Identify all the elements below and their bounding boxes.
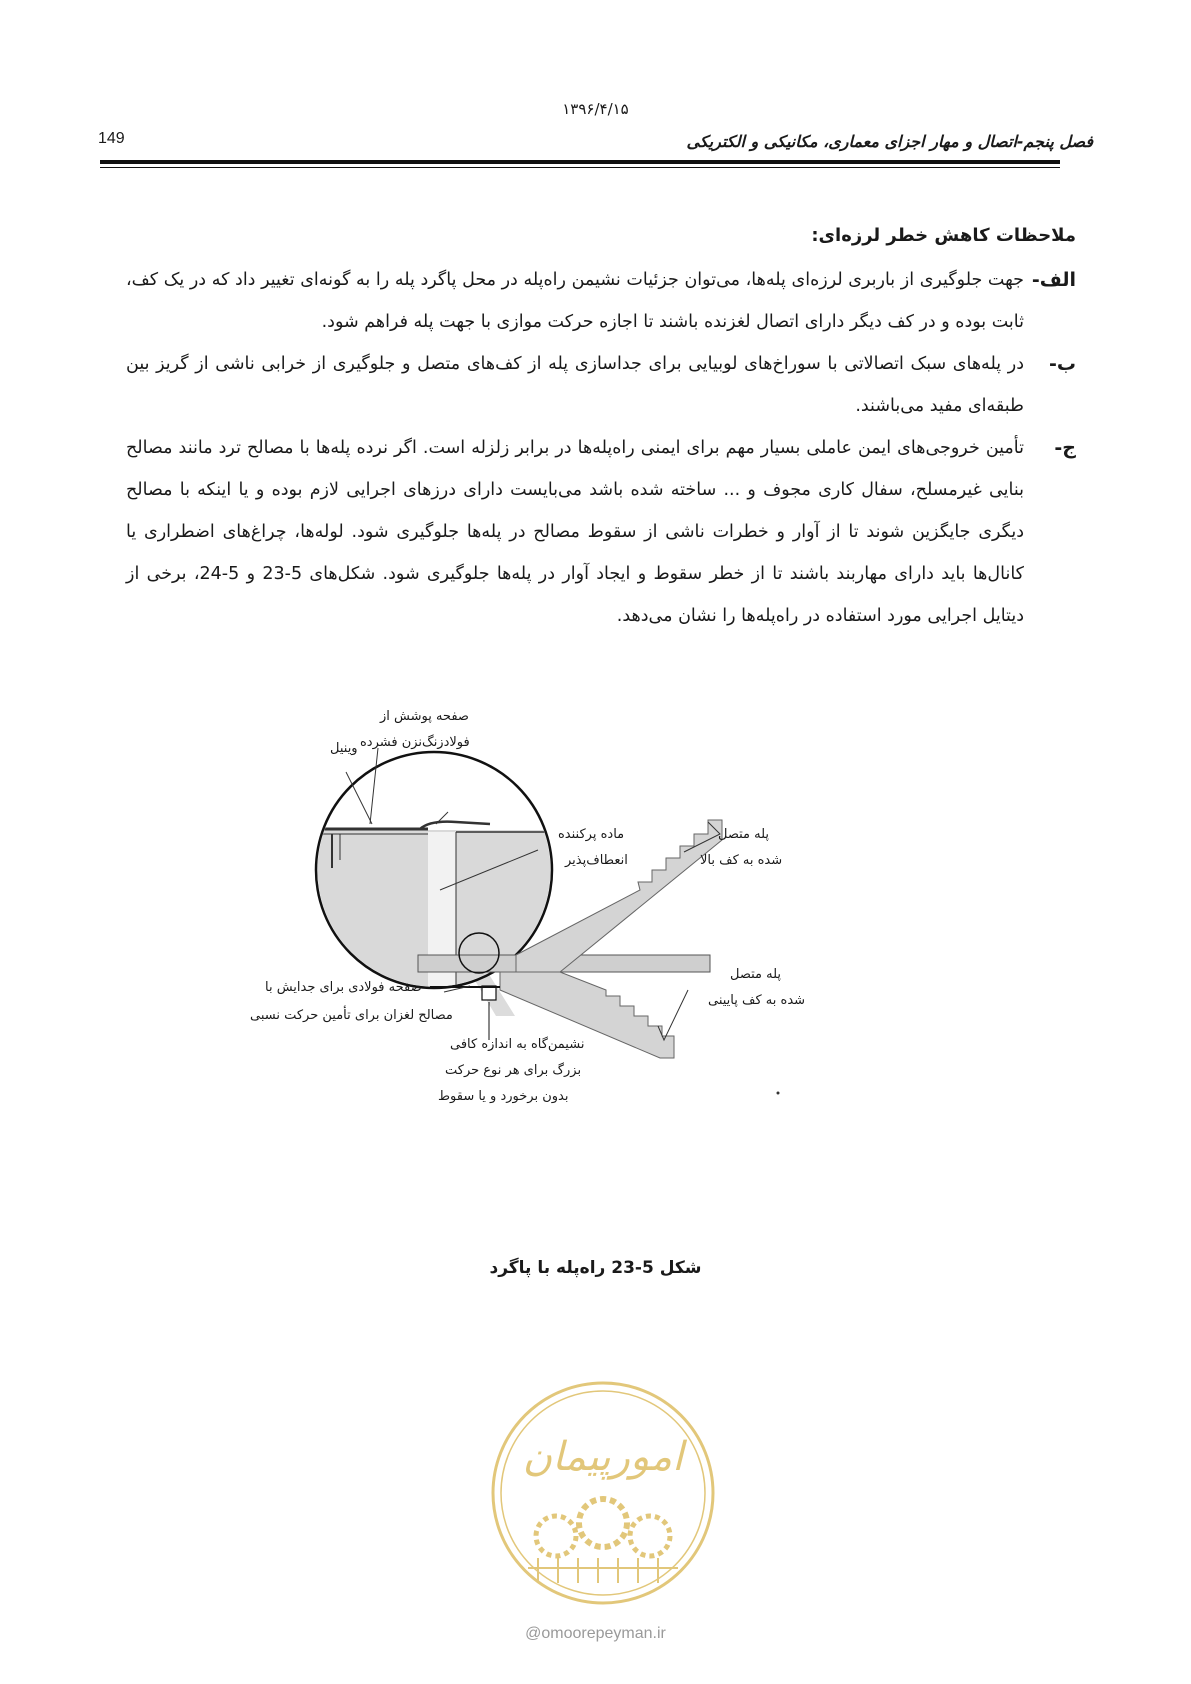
label-filler-1: ماده پرکننده — [558, 827, 625, 842]
header-rule-thick — [100, 160, 1060, 164]
seal-text: امورپیمان — [522, 1434, 684, 1480]
stair-landing-figure — [250, 709, 900, 1220]
chapter-title: فصل پنجم-اتصال و مهار اجزای معماری، مکانیکی و الکتریکی — [686, 132, 1093, 151]
label-upper-stair-1: پله متصل — [718, 827, 770, 842]
label-seat-3: بدون برخورد و یا سقوط — [438, 1089, 569, 1104]
label-upper-stair-2: شده به کف بالا — [700, 853, 783, 868]
label-seat-1: نشیمن‌گاه به اندازه کافی — [450, 1037, 585, 1052]
paragraph: در پله‌های سبک اتصالاتی با سوراخ‌های لوبیایی برای جداسازی پله از کف‌های متصل و جلوگیری از خرابی ناشی از گریز بین طبقه‌ای مفید می‌باشند. — [126, 354, 1024, 416]
paragraph: جهت جلوگیری از باربری لرزه‌ای پله‌ها، می‌توان جزئیات نشیمن راه‌پله در محل پاگرد پله را به گونه‌ای تغییر داد که در یک کف، ثابت بوده و در کف دیگر دارای اتصال لغزنده باشند تا اجازه حرکت موازی با جهت پله فراهم شود. — [126, 270, 1024, 332]
watermark-site: @omoorepeyman.ir — [525, 1625, 666, 1642]
seal-logo — [488, 1378, 718, 1608]
label-filler-2: انعطاف‌پذیر — [565, 853, 628, 868]
list-item — [126, 259, 1076, 343]
label-lower-stair-1: پله متصل — [730, 967, 782, 982]
list-marker: ج- — [1054, 437, 1076, 459]
watermark-seal — [488, 1378, 718, 1608]
list-marker: ب- — [1049, 353, 1076, 375]
list-item — [126, 427, 1076, 637]
section-content — [126, 215, 1076, 637]
document-date: ۱۳۹۶/۴/۱۵ — [562, 100, 629, 118]
label-steel-plate-1: صفحه فولادی برای جدایش با — [265, 980, 422, 995]
label-cover-plate-2: فولادزنگ‌نزن فشرده — [360, 735, 470, 750]
list-marker: الف- — [1031, 269, 1076, 291]
header-rule-thin — [100, 167, 1060, 168]
label-vinyl: وینیل — [330, 741, 358, 756]
label-lower-stair-2: شده به کف پایینی — [708, 993, 806, 1008]
seat-gap — [482, 986, 496, 1000]
page-number: 149 — [98, 130, 125, 147]
label-steel-plate-2: مصالح لغزان برای تأمین حرکت نسبی — [250, 1008, 453, 1023]
label-seat-2: بزرگ برای هر نوع حرکت — [445, 1063, 582, 1078]
figure-caption: شکل 5-23 راه‌پله با پاگرد — [489, 1258, 702, 1278]
section-heading: ملاحظات کاهش خطر لرزه‌ای: — [811, 225, 1076, 246]
label-cover-plate-1: صفحه پوشش از — [380, 709, 469, 724]
paragraph: تأمین خروجی‌های ایمن عاملی بسیار مهم برای ایمنی راه‌پله‌ها در برابر زلزله است. اگر نرده پله‌ها با مصالح ترد مانند مصالح بنایی غیرمسلح، سفال کاری مجوف و ... ساخته شده باشد می‌بایست دارای درزهای اجرایی لازم بوده و یا اینکه با مصالح دیگری جایگزین شوند تا از آوار و خطرات ناشی از سقوط مصالح در پله‌ها جلوگیری شود. لوله‌ها، چراغ‌های اضطراری یا کانال‌ها باید دارای مهاربند باشند تا از خطر سقوط و ایجاد آوار در پله‌ها جلوگیری شود. شکل‌های 5-23 و 5-24، برخی از دیتایل اجرایی مورد استفاده در راه‌پله‌ها را نشان می‌دهد. — [126, 438, 1024, 626]
list-item — [126, 343, 1076, 427]
